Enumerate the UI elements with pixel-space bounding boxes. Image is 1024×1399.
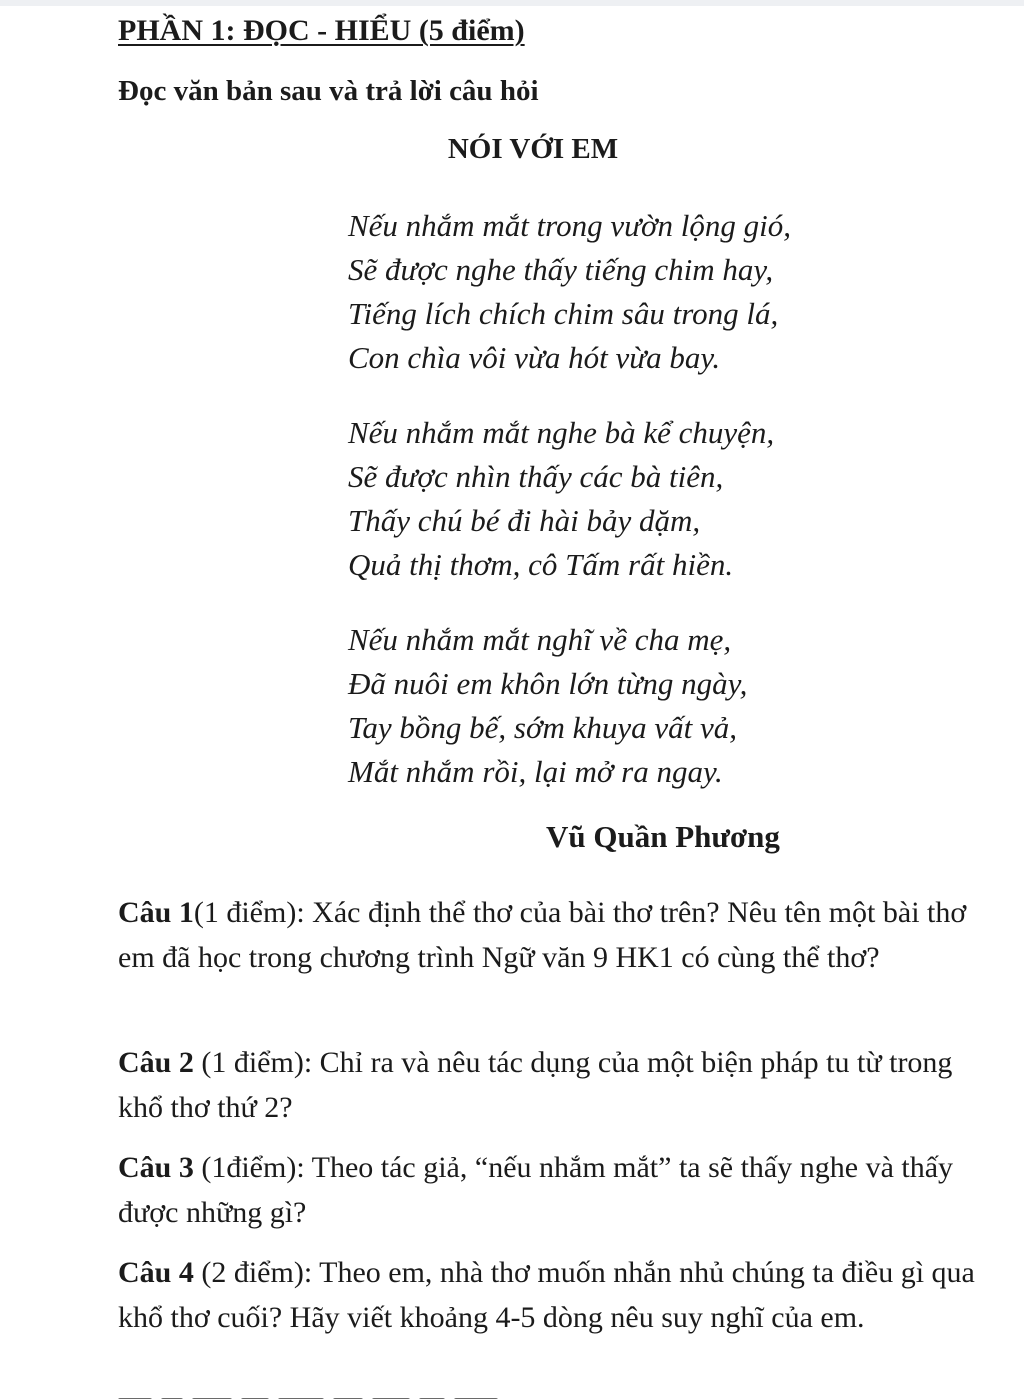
- poem-line: Sẽ được nhìn thấy các bà tiên,: [348, 459, 724, 494]
- question-3: [118, 1145, 988, 1235]
- poem-line: Tiếng lích chích chim sâu trong lá,: [348, 296, 779, 331]
- question-text: (1 điểm): Chỉ ra và nêu tác dụng của một biện pháp tu từ trong khổ thơ thứ 2?: [118, 1046, 953, 1124]
- question-text: (2 điểm): Theo em, nhà thơ muốn nhắn nhủ chúng ta điều gì qua khổ thơ cuối? Hãy viết khoảng 4-5 dòng nêu suy nghĩ của em.: [118, 1256, 975, 1334]
- question-label: Câu 2: [118, 1046, 194, 1079]
- stanza-3: [348, 618, 791, 794]
- poem-line: Thấy chú bé đi hài bảy dặm,: [348, 503, 701, 538]
- section-heading: PHẦN 1: ĐỌC - HIỂU (5 điểm): [118, 14, 525, 47]
- stanza-1: [348, 204, 791, 380]
- instruction-text: Đọc văn bản sau và trả lời câu hỏi: [118, 75, 539, 107]
- top-band: [0, 0, 1024, 6]
- poem-line: Nếu nhắm mắt nghe bà kể chuyện,: [348, 415, 775, 450]
- cut-off-text-fragment: [118, 1389, 538, 1399]
- poem-line: Quả thị thơm, cô Tấm rất hiền.: [348, 547, 734, 582]
- stanza-2: [348, 411, 791, 587]
- question-label: Câu 1: [118, 896, 194, 929]
- question-text: (1 điểm): Xác định thể thơ của bài thơ trên? Nêu tên một bài thơ em đã học trong chương trình Ngữ văn 9 HK1 có cùng thể thơ?: [118, 896, 967, 974]
- poem-line: Con chìa vôi vừa hót vừa bay.: [348, 340, 721, 375]
- poem-line: Nếu nhắm mắt nghĩ về cha mẹ,: [348, 622, 732, 657]
- poem-line: Tay bồng bế, sớm khuya vất vả,: [348, 710, 738, 745]
- question-4: [118, 1250, 988, 1340]
- question-label: Câu 4: [118, 1256, 194, 1289]
- poem-body: [348, 204, 791, 825]
- poem-line: Sẽ được nghe thấy tiếng chim hay,: [348, 252, 774, 287]
- question-2: [118, 1040, 988, 1130]
- question-1: [118, 890, 988, 980]
- poem-author: Vũ Quần Phương: [546, 819, 780, 854]
- poem-line: Đã nuôi em khôn lớn từng ngày,: [348, 666, 748, 701]
- question-text: (1điểm): Theo tác giả, “nếu nhắm mắt” ta sẽ thấy nghe và thấy được những gì?: [118, 1151, 954, 1229]
- poem-line: Nếu nhắm mắt trong vườn lộng gió,: [348, 208, 792, 243]
- poem-line: Mắt nhắm rồi, lại mở ra ngay.: [348, 754, 723, 789]
- question-label: Câu 3: [118, 1151, 194, 1184]
- poem-title: NÓI VỚI EM: [447, 133, 619, 165]
